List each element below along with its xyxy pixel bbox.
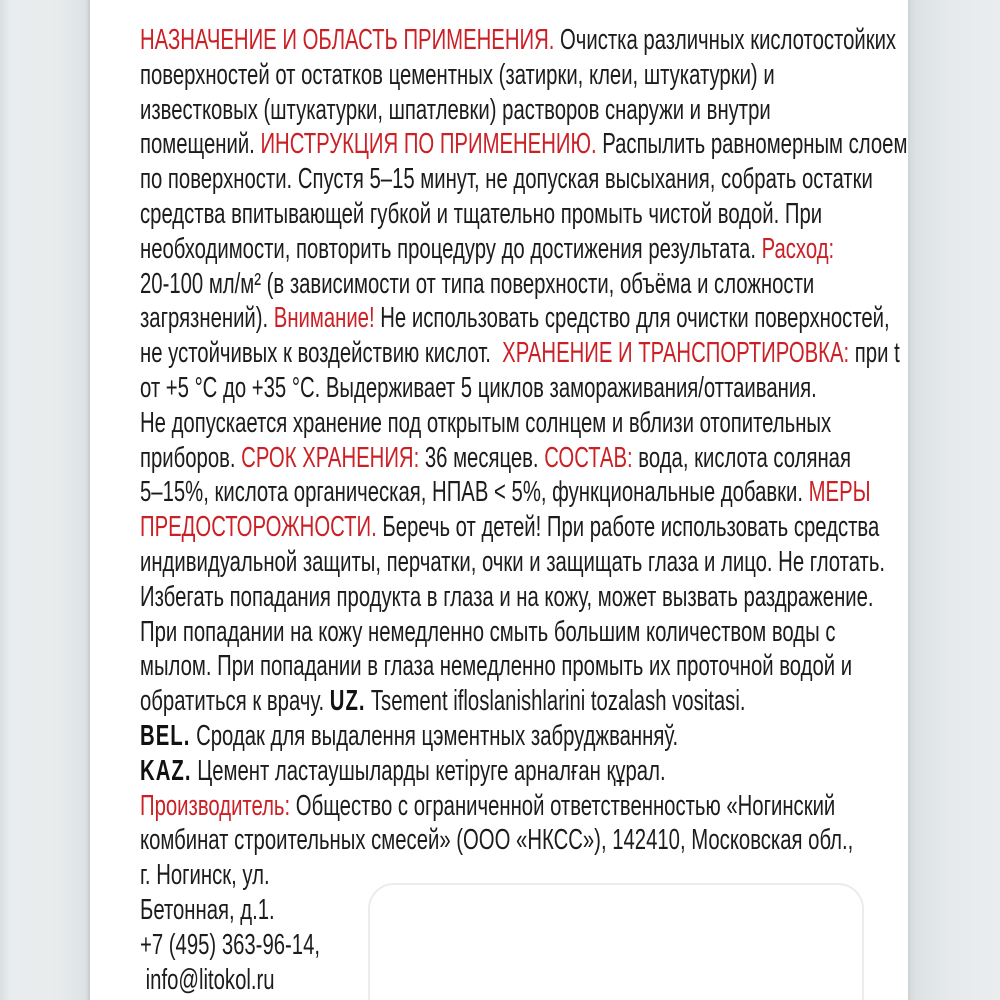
text-line bbox=[140, 545, 886, 580]
text-line bbox=[140, 93, 771, 128]
body-text-segment: Избегать попадания продукта в глаза и на кожу, может вызвать раздражение. bbox=[140, 580, 874, 613]
language-code-segment: BEL. bbox=[140, 719, 191, 752]
text-line bbox=[140, 580, 874, 615]
text-line bbox=[140, 232, 835, 267]
text-line bbox=[140, 441, 851, 476]
body-text-segment: Беречь от детей! При работе использовать средства bbox=[376, 511, 880, 544]
body-text-segment: не устойчивых к воздействию кислот. bbox=[140, 337, 503, 370]
text-line bbox=[140, 719, 679, 754]
body-text-segment: приборов. bbox=[140, 441, 242, 474]
body-text-segment: обратиться к врачу. bbox=[140, 685, 330, 718]
text-line bbox=[140, 197, 823, 232]
body-text-segment: Очистка различных кислотостойких bbox=[554, 24, 897, 56]
photo-background-right-edge bbox=[908, 0, 1000, 1000]
red-heading-segment: СРОК ХРАНЕНИЯ: bbox=[241, 441, 420, 474]
text-line bbox=[140, 823, 854, 858]
body-text-segment: +7 (495) 363-96-14, bbox=[140, 928, 321, 961]
red-heading-segment: ИНСТРУКЦИЯ ПО ПРИМЕНЕНИЮ. bbox=[260, 128, 597, 161]
body-text-segment: Бетонная, д.1. bbox=[140, 893, 275, 926]
red-heading-segment: Внимание! bbox=[273, 302, 375, 335]
body-text-segment: по поверхности. Спустя 5–15 минут, не допуская высыхания, собрать остатки bbox=[140, 163, 873, 196]
body-text-segment: индивидуальной защиты, перчатки, очки и защищать глаза и лицо. Не глотать. bbox=[140, 545, 886, 578]
body-text-segment: от +5 °С до +35 °С. Выдерживает 5 циклов замораживания/оттаивания. bbox=[140, 371, 817, 404]
text-line bbox=[140, 336, 900, 371]
body-text-segment: необходимости, повторить процедуру до достижения результата. bbox=[140, 232, 762, 265]
body-text-segment: загрязнений). bbox=[140, 302, 274, 335]
text-line bbox=[140, 406, 832, 441]
text-line bbox=[140, 162, 873, 197]
body-text-segment: вода, кислота соляная bbox=[632, 441, 851, 474]
body-text-segment: Не допускается хранение под открытым солнцем и вблизи отопительных bbox=[140, 406, 832, 439]
body-text-segment: комбинат строительных смесей» (ООО «НКСС»), 142410, Московская обл., bbox=[140, 824, 854, 857]
body-text-segment: поверхностей от остатков цементных (затирки, клеи, штукатурки) и bbox=[140, 58, 775, 91]
body-text-segment: Распылить равномерным слоем bbox=[596, 128, 908, 161]
text-line bbox=[140, 649, 853, 684]
red-heading-segment: СОСТАВ: bbox=[544, 441, 633, 474]
photo-background-left-edge bbox=[0, 0, 90, 1000]
body-text-segment: При попадании на кожу немедленно смыть большим количеством воды с bbox=[140, 615, 836, 648]
text-line bbox=[140, 301, 890, 336]
language-code-segment: KAZ. bbox=[140, 754, 192, 787]
body-text-segment: помещений. bbox=[140, 128, 261, 161]
body-text-segment: при t bbox=[849, 337, 900, 370]
body-text-segment: известковых (штукатурки, шпатлевки) растворов снаружи и внутри bbox=[140, 93, 771, 126]
body-text-segment: средства впитывающей губкой и тщательно промыть чистой водой. При bbox=[140, 197, 823, 230]
text-line bbox=[140, 267, 815, 302]
body-text-segment: Tsement ifloslanishlarini tozalash vositasi. bbox=[365, 685, 746, 718]
blank-rounded-panel bbox=[368, 883, 864, 1000]
red-heading-segment: Расход: bbox=[761, 232, 835, 265]
red-heading-segment: Производитель: bbox=[140, 789, 291, 822]
body-text-segment: г. Ногинск, ул. bbox=[140, 859, 270, 892]
text-line bbox=[140, 684, 746, 719]
red-heading-segment: ХРАНЕНИЕ И ТРАНСПОРТИРОВКА: bbox=[502, 337, 850, 370]
red-heading-segment: ПРЕДОСТОРОЖНОСТИ. bbox=[140, 511, 377, 544]
body-text-segment: Сродак для выдалення цэментных забруджванняў. bbox=[190, 719, 679, 752]
text-line bbox=[140, 58, 775, 93]
body-text-segment: 36 месяцев. bbox=[419, 441, 545, 474]
red-heading-segment: НАЗНАЧЕНИЕ И ОБЛАСТЬ ПРИМЕНЕНИЯ. bbox=[140, 24, 555, 56]
body-text-segment: 5–15%, кислота органическая, НПАВ < 5%, функциональные добавки. bbox=[140, 476, 809, 509]
body-text-segment: Цемент ластаушыларды кетіруге арналған құрал. bbox=[191, 754, 666, 787]
body-text-segment: 20-100 мл/м² (в зависимости от типа поверхности, объёма и сложности bbox=[140, 267, 815, 300]
label-text-block bbox=[140, 23, 908, 997]
body-text-segment: Общество с ограниченной ответственностью «Ногинский bbox=[290, 789, 836, 822]
text-line bbox=[140, 510, 880, 545]
text-line bbox=[140, 23, 897, 58]
body-text-segment: Не использовать средство для очистки поверхностей, bbox=[374, 302, 890, 335]
language-code-segment: UZ. bbox=[329, 685, 366, 718]
text-line bbox=[140, 789, 836, 824]
body-text-segment: info@litokol.ru bbox=[140, 963, 275, 996]
text-line bbox=[140, 754, 672, 789]
red-heading-segment: МЕРЫ bbox=[808, 476, 871, 509]
text-line bbox=[140, 475, 871, 510]
body-text-segment: мылом. При попадании в глаза немедленно промыть их проточной водой и bbox=[140, 650, 853, 683]
text-line bbox=[140, 371, 817, 406]
text-line bbox=[140, 615, 836, 650]
text-line bbox=[140, 127, 908, 162]
